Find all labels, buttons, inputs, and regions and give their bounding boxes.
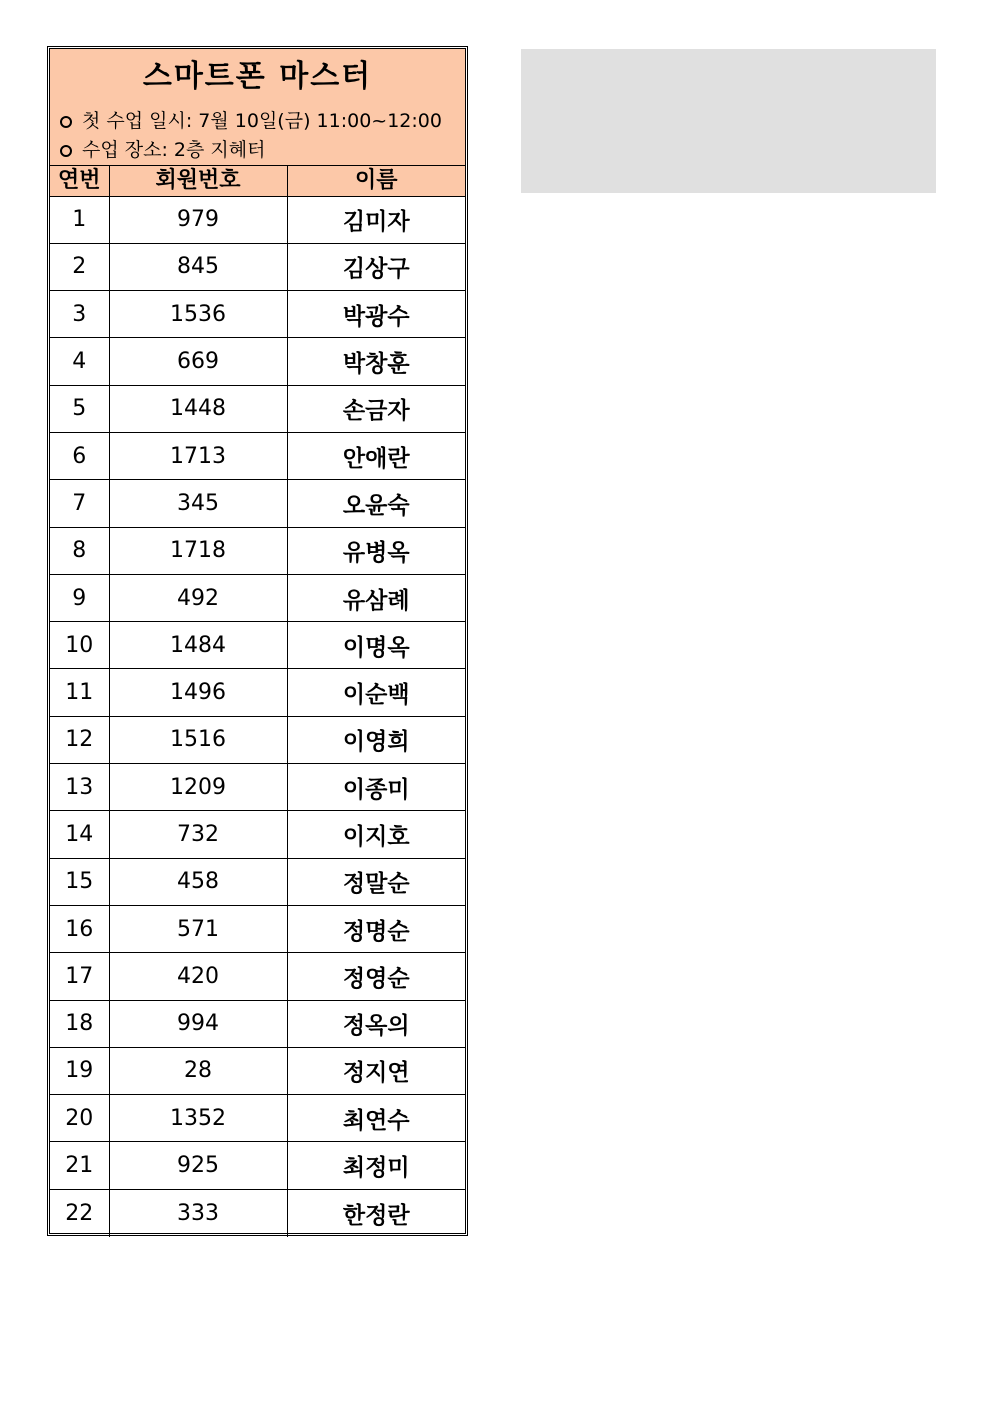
- table-row: [50, 1095, 465, 1142]
- class-location-line: [50, 136, 465, 165]
- row-number-cell: 4: [50, 338, 109, 385]
- row-number-cell: 22: [50, 1189, 109, 1236]
- row-number-cell: 13: [50, 764, 109, 811]
- class-location-text: 수업 장소: 2층 지혜터: [82, 139, 266, 161]
- table-row: [50, 196, 465, 243]
- row-number-cell: 7: [50, 480, 109, 527]
- table-row: [50, 1142, 465, 1189]
- member-name-cell: 이영희: [287, 716, 465, 763]
- table-row: [50, 716, 465, 763]
- member-id-cell: 1448: [109, 385, 287, 432]
- member-name-cell: 한정란: [342, 1202, 410, 1229]
- row-number-cell: 2: [50, 243, 109, 290]
- page-title: 스마트폰 마스터: [142, 59, 373, 94]
- member-id-cell: 571: [109, 905, 287, 952]
- row-number-cell: 21: [50, 1142, 109, 1189]
- table-row: [50, 1189, 465, 1236]
- row-number-cell: 10: [50, 622, 109, 669]
- table-row: [50, 1047, 465, 1094]
- table-row: [50, 432, 465, 479]
- circle-bullet-icon: [60, 145, 72, 157]
- member-id-cell: 732: [109, 811, 287, 858]
- member-table: [50, 166, 465, 1237]
- member-id-cell: 1484: [109, 622, 287, 669]
- row-number-cell: 20: [50, 1095, 109, 1142]
- member-id-cell: 420: [109, 953, 287, 1000]
- member-name-cell: 오윤숙: [287, 480, 465, 527]
- member-name-cell: 유병옥: [287, 527, 465, 574]
- table-row: [50, 622, 465, 669]
- column-header-no: 연번: [50, 166, 109, 196]
- member-name-cell: 정말순: [287, 858, 465, 905]
- member-name-cell: 박창훈: [287, 338, 465, 385]
- row-number-cell: 1: [50, 196, 109, 243]
- row-number-cell: 3: [50, 291, 109, 338]
- table-row: [50, 338, 465, 385]
- member-id-cell: 994: [109, 1000, 287, 1047]
- roster-table-box: [47, 46, 468, 1236]
- member-name-cell: 손금자: [287, 385, 465, 432]
- class-datetime-line: [50, 107, 465, 136]
- member-id-cell: 669: [109, 338, 287, 385]
- table-row: [50, 243, 465, 290]
- member-name-cell: 정명순: [287, 905, 465, 952]
- class-datetime-text: 첫 수업 일시: 7월 10일(금) 11:00~12:00: [82, 110, 442, 132]
- column-header-member-id: 회원번호: [109, 166, 287, 196]
- row-number-cell: 16: [50, 905, 109, 952]
- table-row: [50, 574, 465, 621]
- member-name-cell: 최연수: [287, 1095, 465, 1142]
- row-number-cell: 11: [50, 669, 109, 716]
- member-id-cell: 925: [109, 1142, 287, 1189]
- blank-gray-box: [521, 49, 936, 193]
- member-id-cell: 1516: [109, 716, 287, 763]
- member-id-cell: 1496: [109, 669, 287, 716]
- member-name-cell: 이종미: [287, 764, 465, 811]
- circle-bullet-icon: [60, 116, 72, 128]
- table-row: [50, 858, 465, 905]
- member-name-cell: 박광수: [287, 291, 465, 338]
- table-row: [50, 764, 465, 811]
- table-row: [50, 385, 465, 432]
- member-name-cell: 유삼례: [287, 574, 465, 621]
- row-number-cell: 17: [50, 953, 109, 1000]
- member-id-cell: 28: [109, 1047, 287, 1094]
- roster-header: [50, 49, 465, 166]
- member-name-cell: 이명옥: [287, 622, 465, 669]
- table-row: [50, 1000, 465, 1047]
- table-row: [50, 905, 465, 952]
- member-name-cell: 안애란: [287, 432, 465, 479]
- table-row: [50, 291, 465, 338]
- member-name-cell: 정지연: [287, 1047, 465, 1094]
- member-id-cell: 1352: [109, 1095, 287, 1142]
- member-id-cell: 979: [109, 196, 287, 243]
- table-row: [50, 669, 465, 716]
- member-name-cell: 정영순: [287, 953, 465, 1000]
- table-row: [50, 811, 465, 858]
- member-name-cell: 정옥의: [287, 1000, 465, 1047]
- member-name-cell: 김상구: [287, 243, 465, 290]
- member-name-cell: 최정미: [287, 1142, 465, 1189]
- member-id-cell: 1718: [109, 527, 287, 574]
- member-id-cell: 1713: [109, 432, 287, 479]
- row-number-cell: 8: [50, 527, 109, 574]
- member-id-cell: 1536: [109, 291, 287, 338]
- table-body: [50, 196, 465, 1237]
- member-name-cell: 김미자: [287, 196, 465, 243]
- row-number-cell: 15: [50, 858, 109, 905]
- row-number-cell: 5: [50, 385, 109, 432]
- row-number-cell: 18: [50, 1000, 109, 1047]
- member-id-cell: 458: [109, 858, 287, 905]
- member-name-cell: 이순백: [287, 669, 465, 716]
- row-number-cell: 14: [50, 811, 109, 858]
- row-number-cell: 6: [50, 432, 109, 479]
- column-header-name: 이름: [287, 166, 465, 196]
- row-number-cell: 9: [50, 574, 109, 621]
- row-number-cell: 12: [50, 716, 109, 763]
- member-id-cell: 1209: [109, 764, 287, 811]
- table-row: [50, 953, 465, 1000]
- member-id-cell: 492: [109, 574, 287, 621]
- row-number-cell: 19: [50, 1047, 109, 1094]
- member-name-cell: 이지호: [287, 811, 465, 858]
- member-id-cell: 333: [109, 1189, 287, 1236]
- member-id-cell: 845: [109, 243, 287, 290]
- table-row: [50, 480, 465, 527]
- table-header-row: [50, 166, 465, 196]
- table-row: [50, 527, 465, 574]
- member-id-cell: 345: [109, 480, 287, 527]
